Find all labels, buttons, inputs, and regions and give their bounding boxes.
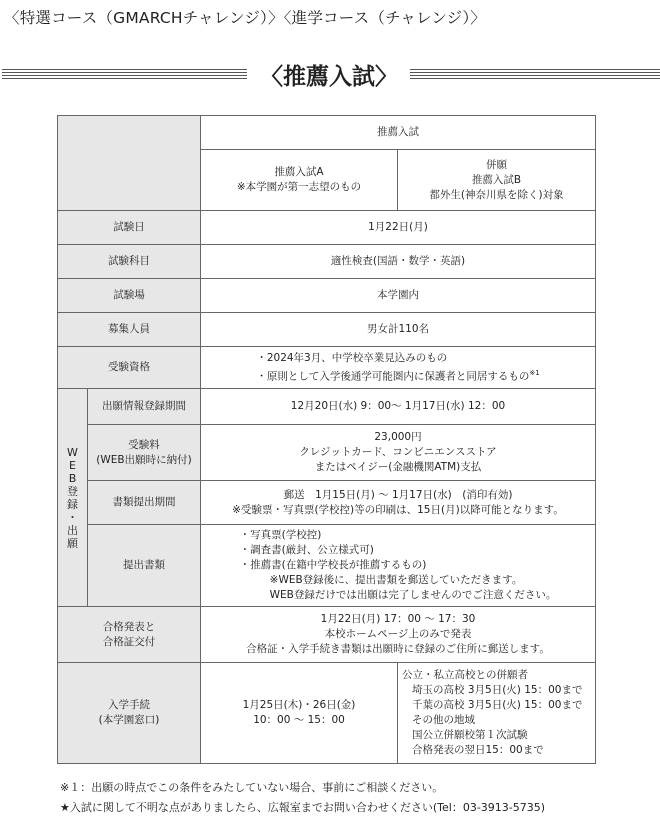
section-title: 〈推薦入試〉: [260, 64, 398, 90]
web-group-label-char: 録: [67, 497, 78, 511]
web-group-label-char: 登: [67, 484, 78, 498]
row-label: 受験資格: [58, 347, 201, 389]
course-line: 〈特選コース（GMARCHチャレンジ）〉〈進学コース（チャレンジ）〉: [4, 9, 486, 27]
doc-period-value: 郵送 1月15日(月) ～ 1月17日(水) (消印有効) ※受験票・写真票(学校控)等の印刷は、15日(月)以降可能となります。: [201, 481, 596, 525]
row-label: 募集人員: [58, 313, 201, 347]
web-group-label-char: 願: [67, 536, 78, 550]
web-group-label-char: B: [68, 471, 77, 485]
enrollment-a-value: 1月25日(木)・26日(金) 10：00 ～ 15：00: [201, 663, 398, 764]
footnote: ※１：出願の時点でこの条件をみたしていない場合、事前にご相談ください。: [60, 781, 444, 794]
table-row: [58, 347, 596, 389]
table-row: [58, 245, 596, 279]
admission-table: [57, 115, 596, 764]
capacity-value: 男女計110名: [201, 313, 596, 347]
row-label: 入学手続 (本学園窓口): [58, 663, 201, 764]
eligibility-value: ・2024年3月、中学校卒業見込みのもの ・原則として入学後通学可能圏内に保護者と同居するもの$^{※1}$: [201, 347, 596, 389]
row-label: 試験日: [58, 211, 201, 245]
fee-value: 23,000円 クレジットカード、コンビニエンスストア またはペイジー(金融機関ATM)支払: [201, 425, 596, 481]
web-group-label: [58, 389, 88, 607]
table-row: [58, 607, 596, 663]
documents-value: ・写真票(学校控) ・調査書(厳封、公立様式可) ・推薦書(在籍中学校長が推薦するもの) ※WEB登録後に、提出書類を郵送していただきます。 WEB登録だけでは出願は完了しませんのでご注意ください。: [201, 525, 596, 607]
col-header-b: 併願 推薦入試B 都外生(神奈川県を除く)対象: [398, 150, 596, 211]
enrollment-b-value: 公立・私立高校との併願者 埼玉の高校 3月5日(火) 15：00まで 千葉の高校 3月5日(火) 15：00まで その他の地域 国公立併願校第１次試験 合格発表の翌日15：00まで: [398, 663, 596, 764]
title-rule-left: [2, 69, 247, 79]
table-row: [58, 425, 596, 481]
table-row: [58, 116, 596, 150]
web-group-label-char: ・: [67, 510, 78, 524]
subjects-value: 適性検査(国語・数学・英語): [201, 245, 596, 279]
table-row: [58, 663, 596, 764]
table-row: [58, 313, 596, 347]
group-header: 推薦入試: [201, 116, 596, 150]
table-row: [58, 211, 596, 245]
title-rule-right: [410, 69, 660, 79]
row-label: 試験場: [58, 279, 201, 313]
section-title-row: [0, 58, 660, 94]
web-group-label-char: E: [69, 458, 76, 472]
row-label: 出願情報登録期間: [88, 389, 201, 425]
results-value: 1月22日(月) 17：00 ～ 17：30 本校ホームページ上のみで発表 合格証・入学手続き書類は出願時に登録のご住所に郵送します。: [201, 607, 596, 663]
row-label: 提出書類: [88, 525, 201, 607]
table-row: [58, 279, 596, 313]
corner-cell: [58, 116, 201, 211]
web-group-label-char: W: [67, 445, 78, 459]
footnote-mark: ※1: [529, 368, 540, 377]
row-label: 試験科目: [58, 245, 201, 279]
contact-note: ★入試に関して不明な点がありましたら、広報室までお問い合わせください(Tel：03-3913-5735): [60, 801, 546, 814]
col-header-a: 推薦入試A ※本学園が第一志望のもの: [201, 150, 398, 211]
table-row: [58, 525, 596, 607]
row-label: 合格発表と 合格証交付: [58, 607, 201, 663]
row-label: 書類提出期間: [88, 481, 201, 525]
table-row: [58, 389, 596, 425]
row-label: 受験料 (WEB出願時に納付): [88, 425, 201, 481]
web-group-label-char: 出: [67, 523, 78, 537]
table-row: [58, 481, 596, 525]
exam-date-value: 1月22日(月): [201, 211, 596, 245]
footnotes: [60, 778, 545, 818]
venue-value: 本学園内: [201, 279, 596, 313]
web-period-value: 12月20日(水) 9：00～ 1月17日(水) 12：00: [201, 389, 596, 425]
